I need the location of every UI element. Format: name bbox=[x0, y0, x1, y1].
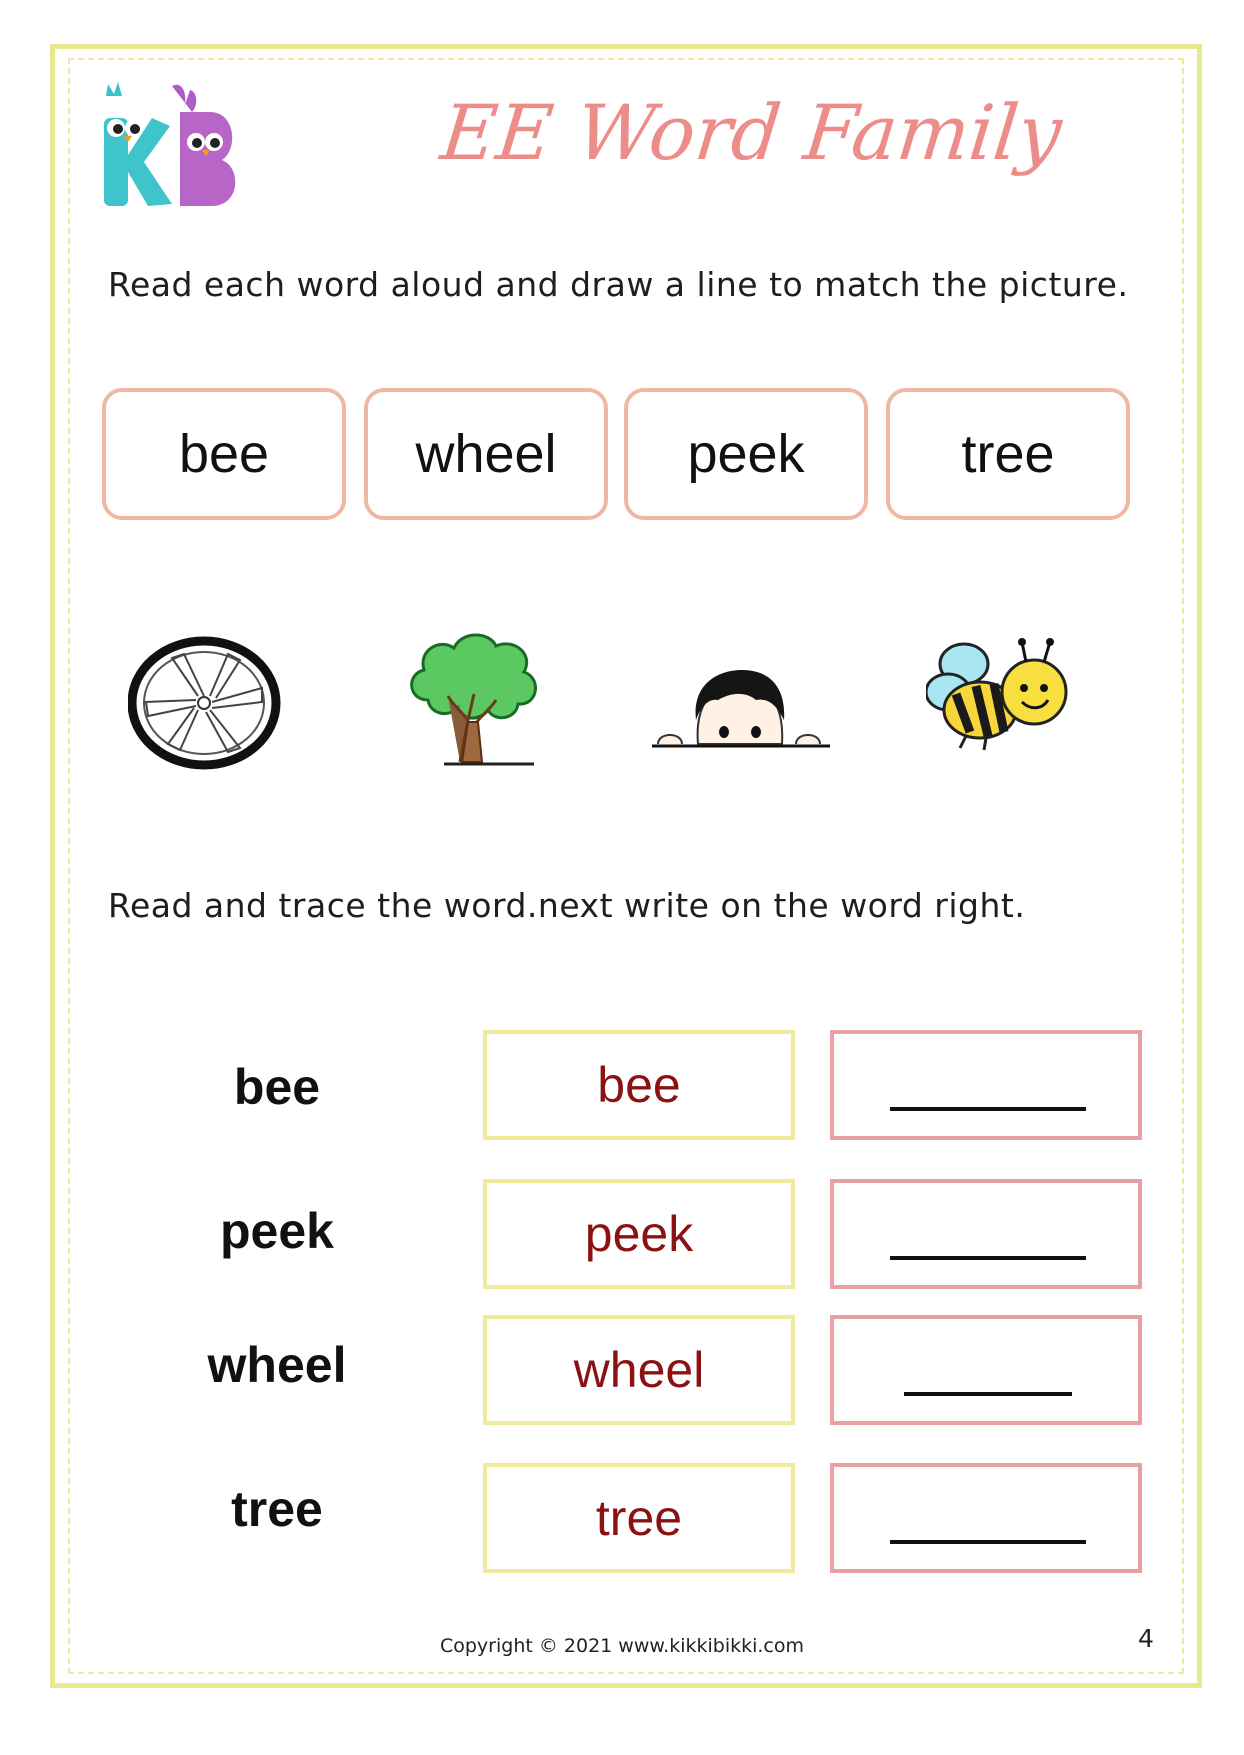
trace-box-wheel: wheel bbox=[483, 1315, 795, 1425]
logo-letter-k bbox=[104, 82, 172, 206]
write-line bbox=[890, 1256, 1086, 1260]
trace-row-word-peek: peek bbox=[220, 1203, 334, 1259]
match-instruction: Read each word aloud and draw a line to match the picture. bbox=[108, 265, 1129, 304]
word-box-bee: bee bbox=[102, 388, 346, 520]
trace-box-tree: tree bbox=[483, 1463, 795, 1573]
word-box-wheel: wheel bbox=[364, 388, 608, 520]
copyright-text: Copyright © 2021 www.kikkibikki.com bbox=[439, 1635, 805, 1657]
write-box-bee[interactable] bbox=[830, 1030, 1142, 1140]
write-box-tree[interactable] bbox=[830, 1463, 1142, 1573]
wheel-icon bbox=[128, 636, 282, 770]
trace-box-bee: bee bbox=[483, 1030, 795, 1140]
trace-row-word-bee: bee bbox=[233, 1059, 321, 1115]
write-line bbox=[890, 1540, 1086, 1544]
peeking-boy-icon bbox=[648, 664, 834, 760]
logo-letter-b bbox=[172, 85, 235, 206]
tree-icon bbox=[404, 630, 544, 768]
trace-row-word-tree: tree bbox=[231, 1481, 323, 1537]
page-number: 4 bbox=[1138, 1624, 1154, 1653]
write-line bbox=[904, 1392, 1072, 1396]
write-box-peek[interactable] bbox=[830, 1179, 1142, 1289]
page-title: EE Word Family bbox=[436, 88, 1066, 177]
trace-row-word-wheel: wheel bbox=[207, 1337, 347, 1393]
kb-logo bbox=[88, 76, 248, 211]
write-line bbox=[890, 1107, 1086, 1111]
word-box-peek: peek bbox=[624, 388, 868, 520]
write-box-wheel[interactable] bbox=[830, 1315, 1142, 1425]
word-box-tree: tree bbox=[886, 388, 1130, 520]
bee-icon bbox=[926, 636, 1072, 756]
trace-box-peek: peek bbox=[483, 1179, 795, 1289]
trace-instruction: Read and trace the word.next write on the word right. bbox=[108, 886, 1026, 925]
